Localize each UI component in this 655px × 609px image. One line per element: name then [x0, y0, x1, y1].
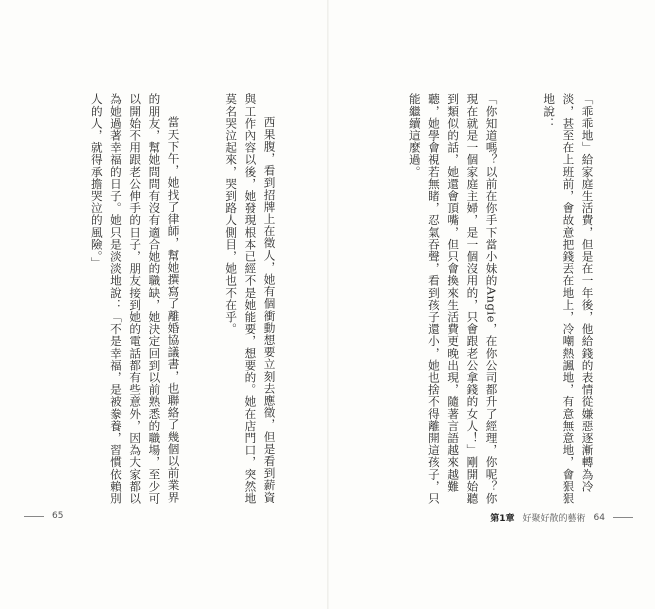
chapter-label: 第1章	[490, 514, 515, 524]
left-page-body	[82, 93, 317, 513]
left-page	[0, 0, 327, 609]
chapter-title: 好聚好散的藝術	[522, 514, 586, 524]
left-page-footer	[24, 511, 63, 521]
right-page-body	[371, 93, 635, 513]
page-number: 64	[593, 512, 605, 523]
page-number: 65	[52, 511, 64, 521]
paragraph: 西果腹，看到招牌上在徵人，她有個衝動想要立刻去應徵，但是看到薪資與工作內容以後，她發現根本已經不是她能要，想要的。她在店門口，突然地莫名哭泣起來，哭到路人側目，她也不在乎。	[224, 93, 277, 505]
footer-rule	[24, 516, 44, 517]
paragraph: 「乖乖地」給家庭生活費，但是在一年後，他給錢的表情從嫌惡逐漸轉為冷淡，甚至在上班前，會故意把錢丟在地上，冷嘲熱諷地，有意無意地，會狠狠地說：	[542, 93, 595, 505]
footer-rule	[613, 517, 633, 518]
right-page-footer	[490, 511, 633, 524]
paragraph: 當天下午，她找了律師，幫她撰寫了離婚協議書，也聯絡了幾個以前業界的朋友，幫她問問有沒有適合她的職缺，她決定回到以前熟悉的職場，至少可以開始不用跟老公伸手的日子，朋友接到她的電話都有些意外，因為大家都以為她過著幸福的日子。她只是淡淡地說：「不是幸福，是被豢養，習慣依賴別人的人，就得承擔哭泣的風險。」	[89, 93, 181, 505]
paragraph: 「你知道嗎？以前在你手下當小妹的Angie，在你公司都升了經理，你呢？你現在就是一個家庭主婦，是一個沒用的，只會跟老公拿錢的女人！」剛開始聽到類似的話，她還會頂嘴，但只會換來生活費更晚出現，隨著言語越來越難聽，她學會視若無睹，忍氣吞聲，看到孩子還小，她也捨不得離開這孩子，只能繼續這麼過。	[407, 93, 499, 505]
right-page	[329, 0, 655, 609]
